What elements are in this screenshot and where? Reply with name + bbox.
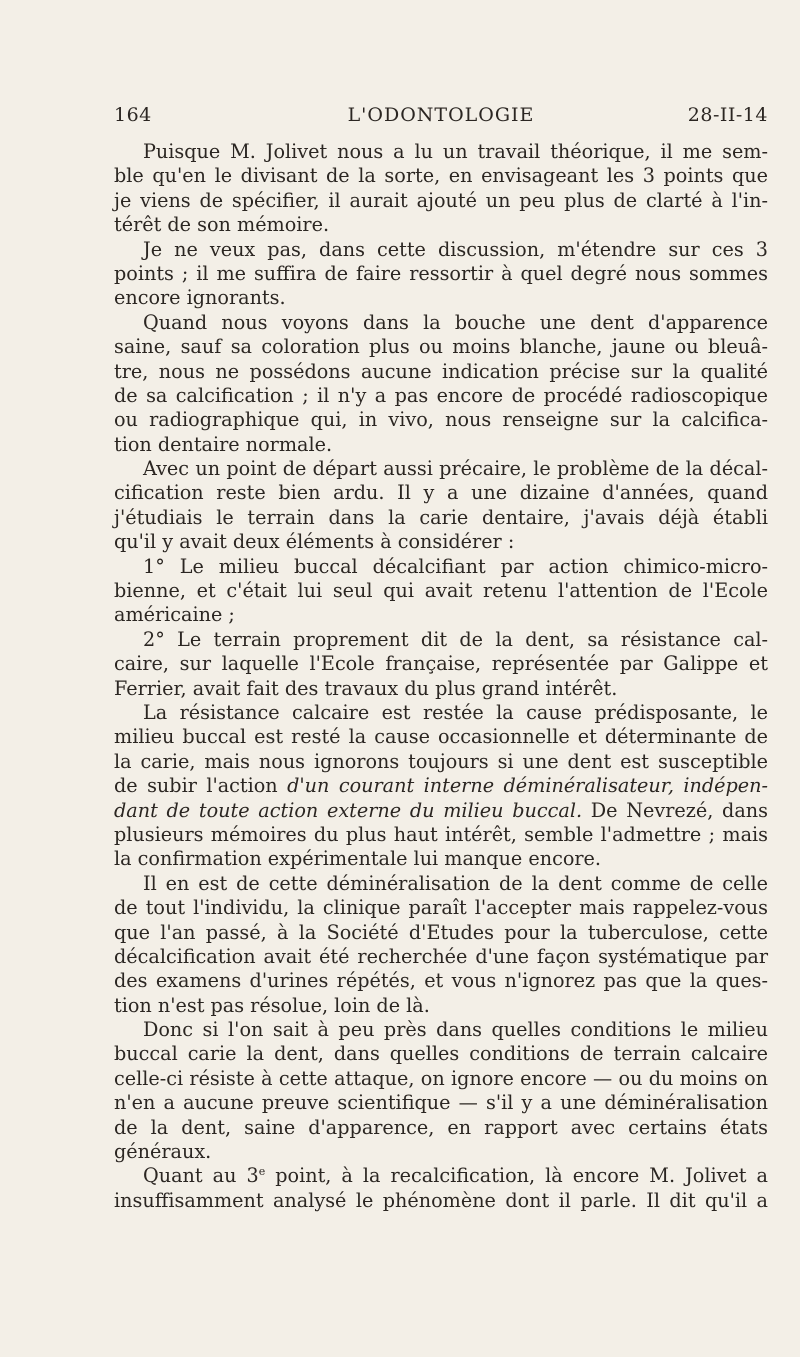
line-text: saine, sauf sa coloration plus ou moins blanche, jaune ou bleuâ- (114, 335, 768, 359)
line-text: des examens d'urines répétés, et vous n'ignorez pas que la ques- (114, 969, 768, 993)
text-line (114, 823, 768, 847)
line-text: tion dentaire normale. (114, 432, 333, 456)
line-text: de la dent, saine d'apparence, en rapport avec certains états (114, 1115, 768, 1139)
line-text: térêt de son mémoire. (114, 213, 330, 237)
line-text: ble qu'en le divisant de la sorte, en envisageant les 3 points que (114, 164, 768, 188)
journal-title: L'ODONTOLOGIE (347, 104, 535, 126)
line-text: Ferrier, avait fait des travaux du plus grand intérêt. (114, 676, 618, 700)
text-line (114, 335, 768, 359)
line-text: n'en a aucune preuve scientifique — s'il y a une déminéralisation (114, 1091, 768, 1115)
line-text: milieu buccal est resté la cause occasionnelle et déterminante de (114, 725, 768, 749)
line-text: de sa calcification ; il n'y a pas encore de procédé radioscopique (114, 383, 768, 407)
text-line (114, 994, 768, 1018)
text-line (114, 360, 768, 384)
line-text: généraux. (114, 1140, 212, 1164)
line-text: plusieurs mémoires du plus haut intérêt, semble l'admettre ; mais (114, 822, 768, 846)
line-text: buccal carie la dent, dans quelles conditions de terrain calcaire (114, 1042, 768, 1066)
running-header (114, 104, 768, 130)
text-line (114, 213, 768, 237)
text-line (114, 1189, 768, 1213)
line-text: Donc si l'on sait à peu près dans quelles conditions le milieu (143, 1018, 768, 1042)
text-line (114, 457, 768, 481)
text-line (114, 1164, 768, 1188)
line-text: Quant au 3 (143, 1164, 259, 1188)
line-text: la confirmation expérimentale lui manque encore. (114, 847, 602, 871)
line-text: ou radiographique qui, in vivo, nous renseigne sur la calcifica- (114, 408, 768, 432)
text-line (114, 969, 768, 993)
text-line (114, 1018, 768, 1042)
text-line (114, 945, 768, 969)
text-line (114, 579, 768, 603)
line-text: 1° Le milieu buccal décalcifiant par action chimico-micro- (143, 554, 768, 578)
text-line (114, 725, 768, 749)
text-line (114, 677, 768, 701)
line-text: j'étudiais le terrain dans la carie dentaire, j'avais déjà établi (114, 505, 768, 529)
line-text: bienne, et c'était lui seul qui avait retenu l'attention de l'Ecole (114, 579, 768, 603)
line-text: encore ignorants. (114, 286, 286, 310)
line-text-after: point, à la recalcification, là encore M. Jolivet a (265, 1164, 768, 1188)
line-text: américaine ; (114, 603, 235, 627)
text-line (114, 1067, 768, 1091)
text-line (114, 921, 768, 945)
text-line (114, 652, 768, 676)
line-text: Puisque M. Jolivet nous a lu un travail théorique, il me sem- (143, 140, 768, 163)
line-text: la carie, mais nous ignorons toujours si une dent est susceptible (114, 749, 768, 773)
line-text: je viens de spécifier, il aurait ajouté un peu plus de clarté à l'in- (114, 188, 768, 212)
italic-text: d'un courant interne déminéralisateur, indépen- (287, 774, 768, 798)
text-line (114, 750, 768, 774)
line-text: 2° Le terrain proprement dit de la dent, sa résistance cal- (143, 627, 768, 651)
text-line (114, 1091, 768, 1115)
line-text: de subir l'action (114, 774, 278, 798)
text-line (114, 847, 768, 871)
body-text (114, 140, 768, 1213)
text-line (114, 603, 768, 627)
text-line (114, 506, 768, 530)
line-text: Il en est de cette déminéralisation de la dent comme de celle (143, 871, 768, 895)
text-line (114, 774, 768, 798)
superscript: e (258, 1165, 266, 1179)
line-text: caire, sur laquelle l'Ecole française, représentée par Galippe et (114, 652, 768, 676)
text-line (114, 311, 768, 335)
line-text: décalcification avait été recherchée d'une façon systématique par (114, 944, 768, 968)
text-line (114, 872, 768, 896)
text-line (114, 896, 768, 920)
line-text: tre, nous ne possédons aucune indication précise sur la qualité (114, 359, 768, 383)
line-text: de tout l'individu, la clinique paraît l'accepter mais rappelez-vous (114, 896, 768, 920)
line-text: tion n'est pas résolue, loin de là. (114, 993, 430, 1017)
text-line (114, 701, 768, 725)
text-line (114, 555, 768, 579)
text-line (114, 1140, 768, 1164)
text-line (114, 799, 768, 823)
issue-date: 28-II-14 (687, 104, 768, 126)
text-line (114, 1116, 768, 1140)
text-line (114, 384, 768, 408)
page-number: 164 (114, 104, 152, 126)
line-text: cification reste bien ardu. Il y a une dizaine d'années, quand (114, 481, 768, 505)
line-text: que l'an passé, à la Société d'Etudes pour la tuberculose, cette (114, 920, 768, 944)
text-line (114, 1042, 768, 1066)
text-line (114, 238, 768, 262)
italic-text: dant de toute action externe du milieu buccal. (114, 798, 583, 822)
line-text: qu'il y avait deux éléments à considérer : (114, 530, 515, 554)
text-line (114, 481, 768, 505)
text-line (114, 628, 768, 652)
text-line (114, 408, 768, 432)
line-text: points ; il me suffira de faire ressortir à quel degré nous sommes (114, 261, 768, 285)
text-line (114, 140, 768, 164)
text-line (114, 189, 768, 213)
text-line (114, 530, 768, 554)
line-text-after: De Nevrezé, dans (582, 798, 768, 822)
line-text: Quand nous voyons dans la bouche une dent d'apparence (143, 310, 768, 334)
line-text: Je ne veux pas, dans cette discussion, m'étendre sur ces 3 (143, 237, 768, 261)
line-text: celle-ci résiste à cette attaque, on ignore encore — ou du moins on (114, 1066, 768, 1090)
text-line (114, 164, 768, 188)
line-text: insuffisamment analysé le phénomène dont il parle. Il dit qu'il a (114, 1188, 768, 1212)
text-line (114, 433, 768, 457)
line-text: Avec un point de départ aussi précaire, le problème de la décal- (143, 457, 768, 481)
line-text: La résistance calcaire est restée la cause prédisposante, le (143, 700, 768, 724)
text-line (114, 262, 768, 286)
text-line (114, 286, 768, 310)
